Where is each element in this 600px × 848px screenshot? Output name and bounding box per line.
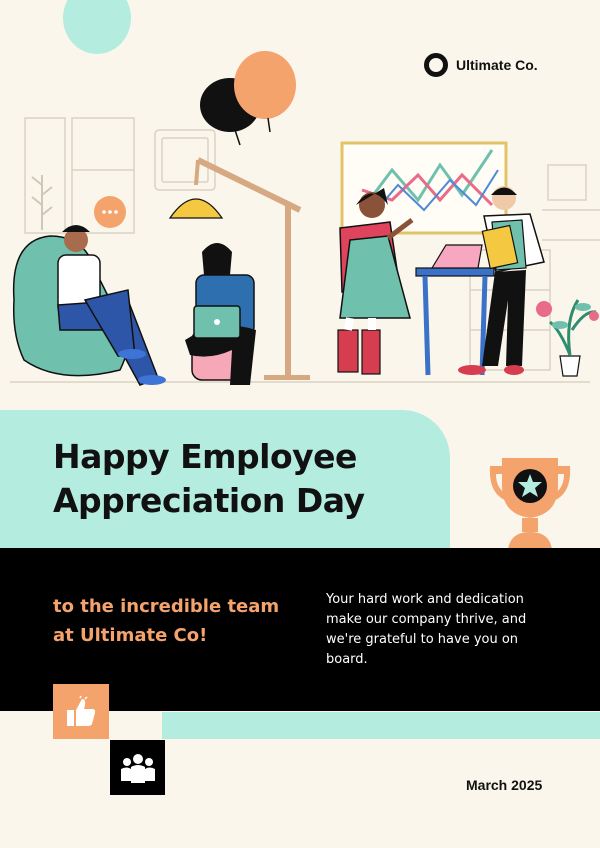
subtitle-line-2: at Ultimate Co! — [53, 625, 208, 646]
balloon-icon — [63, 0, 296, 145]
subtitle-line-1: to the incredible team — [53, 596, 280, 617]
headline — [53, 435, 364, 523]
headline-line-1: Happy Employee — [53, 437, 357, 476]
thumbs-up-tile — [53, 684, 109, 739]
potted-plant — [536, 300, 599, 376]
person-laptop — [185, 243, 256, 385]
chart-board-icon — [342, 143, 506, 233]
brand-logo — [424, 53, 538, 77]
appreciation-message: Your hard work and dedication make our company thrive, and we're grateful to have you on board. — [326, 592, 527, 667]
brand-name: Ultimate Co. — [456, 57, 538, 73]
subtitle — [53, 592, 279, 650]
brand-ring-icon — [424, 53, 448, 77]
thumbs-up-icon — [64, 695, 98, 729]
teal-accent-strip — [162, 712, 600, 739]
team-icon — [120, 751, 156, 785]
team-tile — [110, 740, 165, 795]
standing-desk — [416, 245, 494, 375]
plant-sketch — [32, 175, 52, 230]
headline-line-2: Appreciation Day — [53, 481, 365, 520]
event-date: March 2025 — [466, 777, 543, 793]
trophy-icon — [482, 452, 578, 550]
person-beanbag — [14, 196, 166, 385]
